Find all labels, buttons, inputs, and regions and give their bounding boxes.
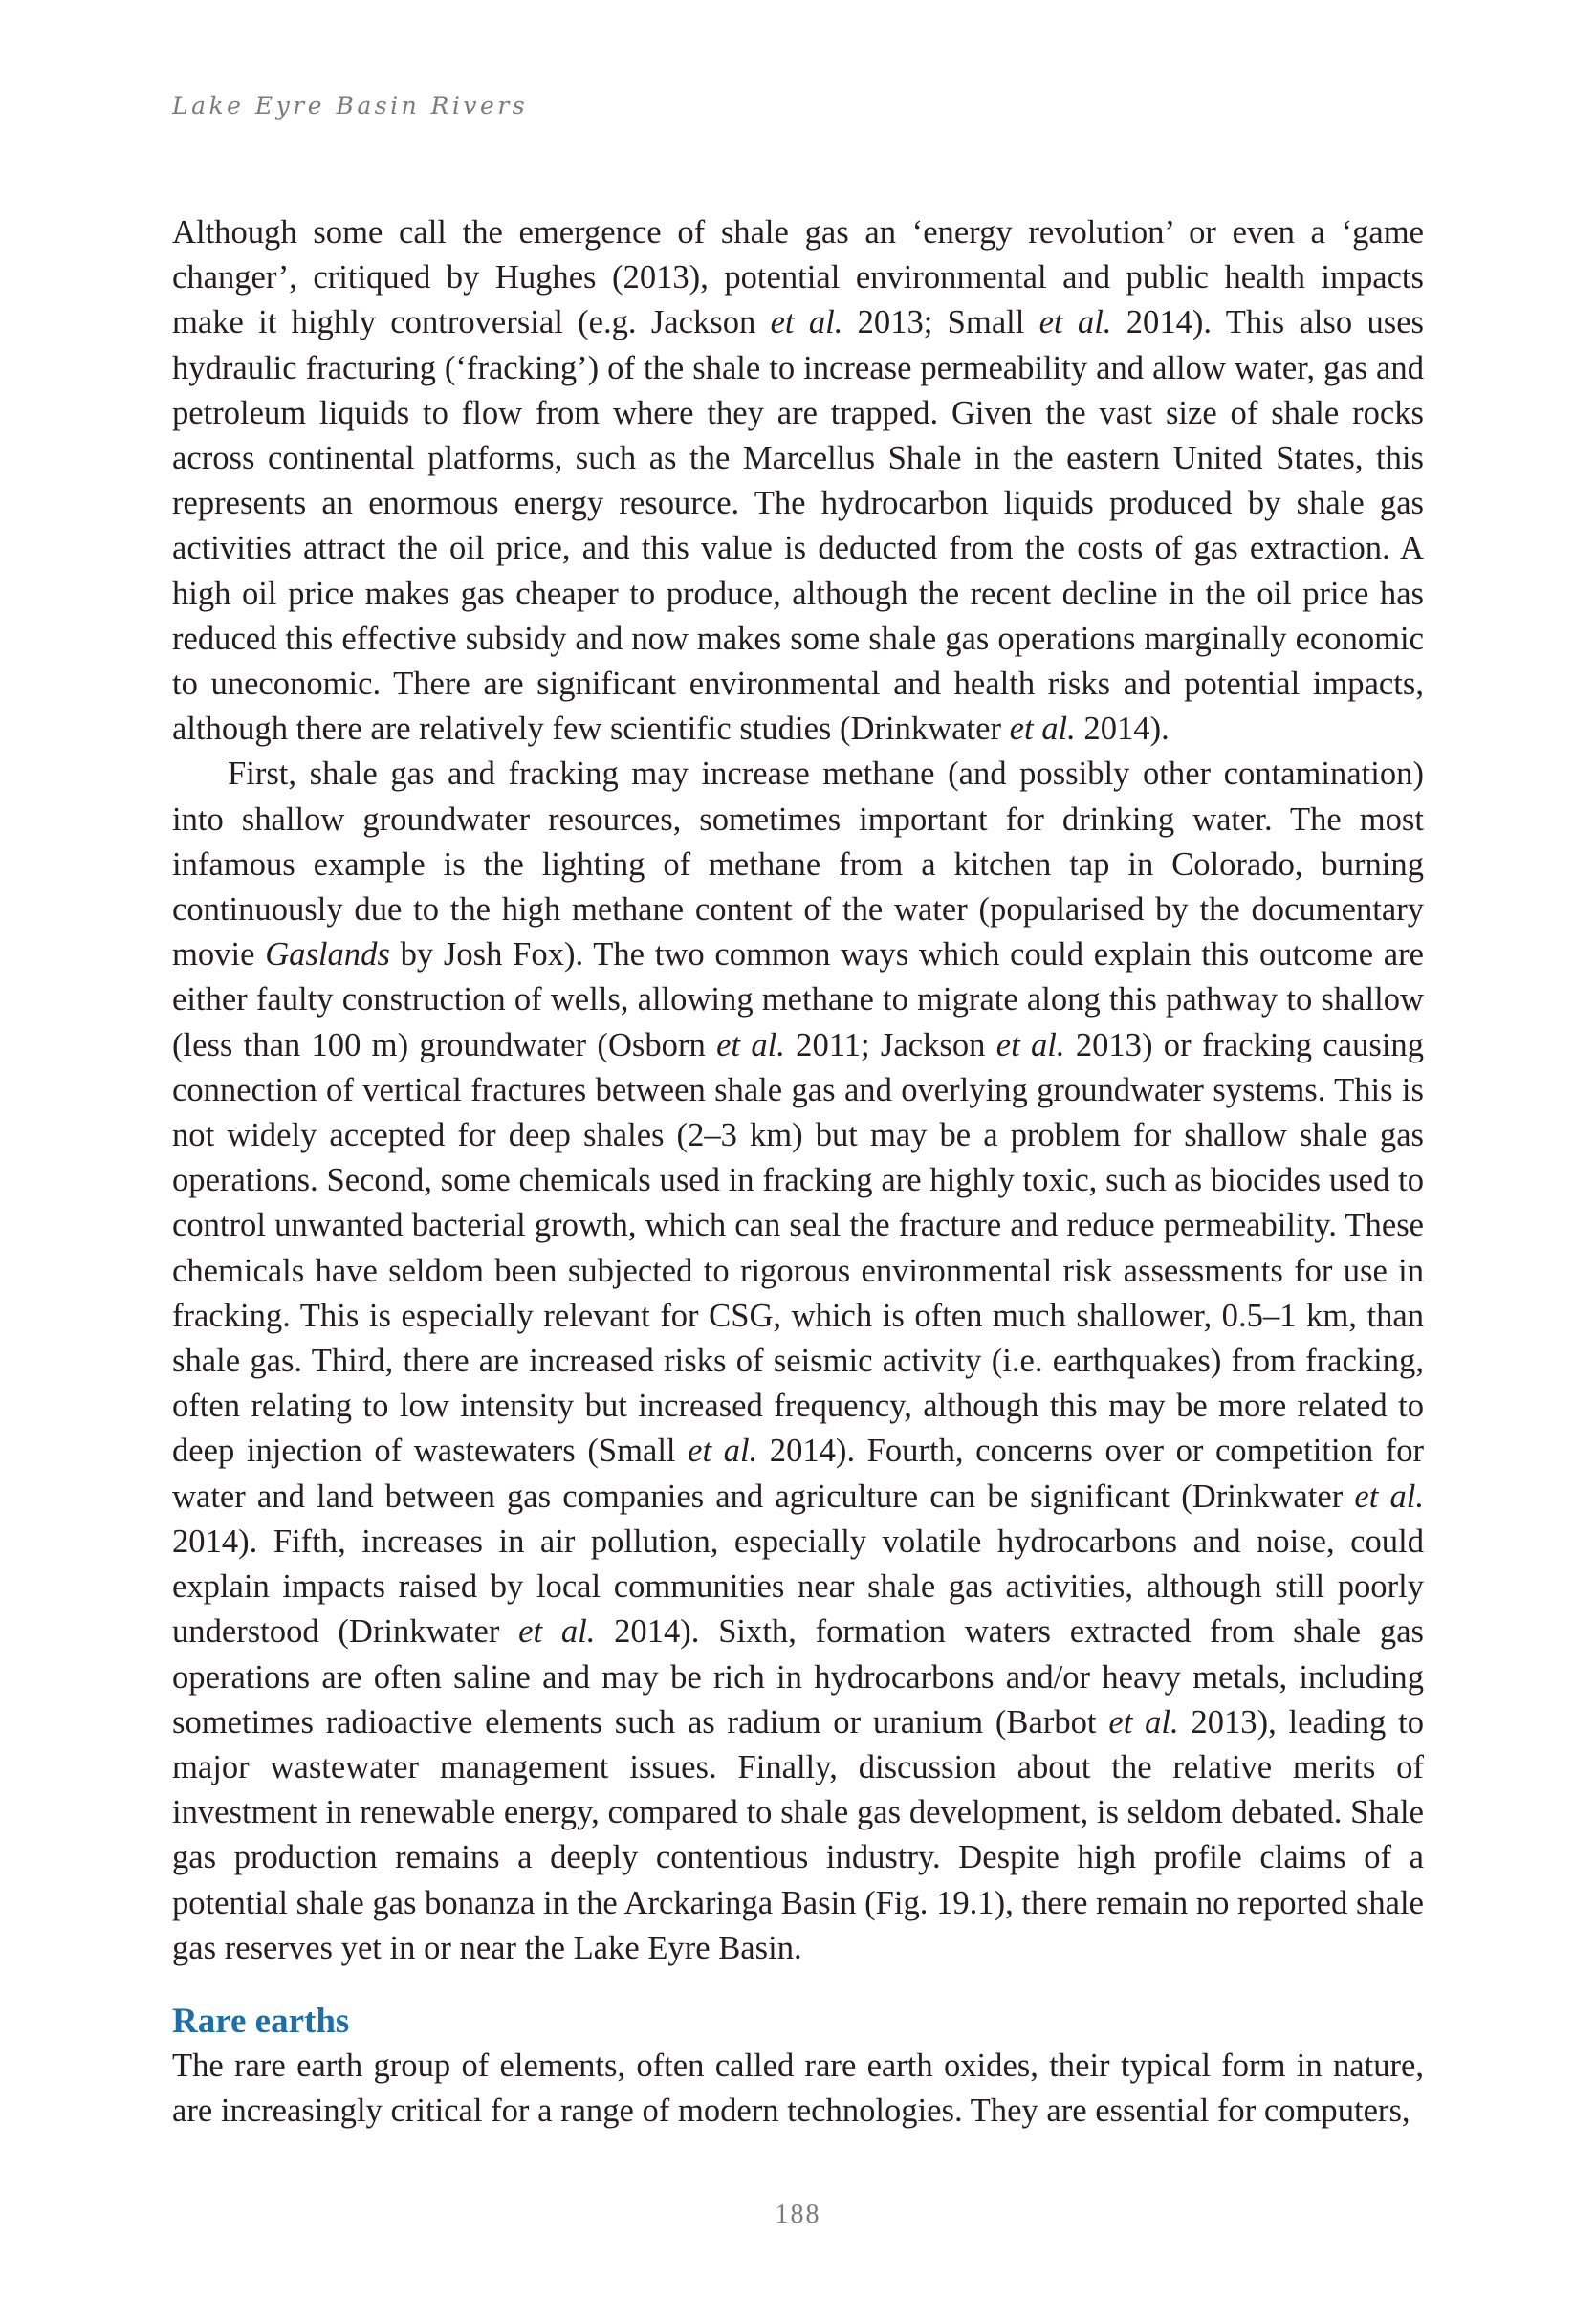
italic-text: et al. xyxy=(995,1026,1065,1063)
text-run: 2014). xyxy=(1075,711,1170,748)
text-run: 2013) or fracking causing connection of vertical fractures between shale gas and overlying groundwater systems. This is not widely accepted for deep shales (2–3 km) but may be a problem for shallow shale gas operations. Second, some chemicals used in fracking are highly toxic, such as biocides used to control unwanted bacterial growth, which can seal the fracture and reduce permeability. These chemicals have seldom been subjected to rigorous environmental risk assessments for use in fracking. This is especially relevant for CSG, which is often much shallower, 0.5–1 km, than shale gas. Third, there are increased risks of seismic activity (i.e. earthquakes) from fracking, often relating to low intensity but increased frequency, although this may be more related to deep injection of wastewaters (Small xyxy=(172,1026,1425,1470)
text-run: 2014). Fifth, increases in air pollution, especially volatile hydrocarbons and noise, could explain impacts raised by local communities near shale gas activities, although still poorly understood (Drinkwater xyxy=(172,1522,1424,1651)
paragraph-shale-gas-intro xyxy=(172,210,1424,752)
italic-text: Gaslands xyxy=(265,936,390,974)
italic-text: et al. xyxy=(716,1026,785,1063)
italic-text: et al. xyxy=(1354,1478,1424,1515)
italic-text: et al. xyxy=(688,1433,758,1470)
italic-text: et al. xyxy=(518,1613,596,1651)
running-head: Lake Eyre Basin Rivers xyxy=(172,92,529,120)
text-run: 2013), leading to major wastewater management issues. Finally, discussion about the relative merits of investment in renewable energy, compared to shale gas development, is seldom debated. Shale gas production remains a deeply contentious industry. Despite high profile claims of a potential shale gas bonanza in the Arckaringa Basin (Fig. 19.1), there remain no reported shale gas reserves yet in or near the Lake Eyre Basin. xyxy=(172,1703,1425,1966)
text-run: Although some call the emergence of shale gas an ‘energy revolution’ or even a ‘game changer’, critiqued by Hughes (2013), potential environmental and public health impacts make it highly controversial (e.g. Jackson xyxy=(172,214,1424,341)
text-run: First, shale gas and fracking may increase methane (and possibly other contamination) into shallow groundwater resources, sometimes important for drinking water. The most infamous example is the lighting of methane from a kitchen tap in Colorado, burning continuously due to the high methane content of the water (popularised by the documentary movie xyxy=(172,756,1424,974)
section-heading-rare-earths: Rare earths xyxy=(172,2001,350,2041)
italic-text: et al. xyxy=(1108,1703,1179,1741)
text-run: 2011; Jackson xyxy=(784,1026,996,1063)
italic-text: et al. xyxy=(1009,711,1076,748)
text-run: 2014). This also uses hydraulic fracturing (‘fracking’) of the shale to increase permeability and allow water, gas and petroleum liquids to flow from where they are trapped. Given the vast size of shale rocks across continental platforms, such as the Marcellus Shale in the eastern United States, this represents an enormous energy resource. The hydrocarbon liquids produced by shale gas activities attract the oil price, and this value is deducted from the costs of gas extraction. A high oil price makes gas cheaper to produce, although the recent decline in the oil price has reduced this effective subsidy and now makes some shale gas operations marginally economic to uneconomic. There are significant environmental and health risks and potential impacts, although there are relatively few scientific studies (Drinkwater xyxy=(172,304,1424,748)
paragraph-shale-gas-impacts xyxy=(172,752,1424,1970)
text-run: by Josh Fox). The two common ways which could explain this outcome are either faulty construction of wells, allowing methane to migrate along this pathway to shallow (less than 100 m) groundwater (Osborn xyxy=(172,936,1425,1063)
text-run: 2014). Sixth, formation waters extracted from shale gas operations are often saline and may be rich in hydrocarbons and/or heavy metals, including sometimes radioactive elements such as radium or uranium (Barbot xyxy=(172,1613,1424,1741)
page-number: 188 xyxy=(775,2200,821,2229)
italic-text: et al. xyxy=(1038,304,1112,341)
italic-text: et al. xyxy=(770,304,843,341)
text-run: 2014). Fourth, concerns over or competition for water and land between gas companies and agriculture can be significant (Drinkwater xyxy=(172,1433,1425,1515)
body-text xyxy=(172,210,1424,2134)
text-run: 2013; Small xyxy=(842,304,1039,341)
paragraph-rare-earths: The rare earth group of elements, often called rare earth oxides, their typical form in nature, are increasingly critical for a range of modern technologies. They are essential for computers, xyxy=(172,2047,1424,2130)
